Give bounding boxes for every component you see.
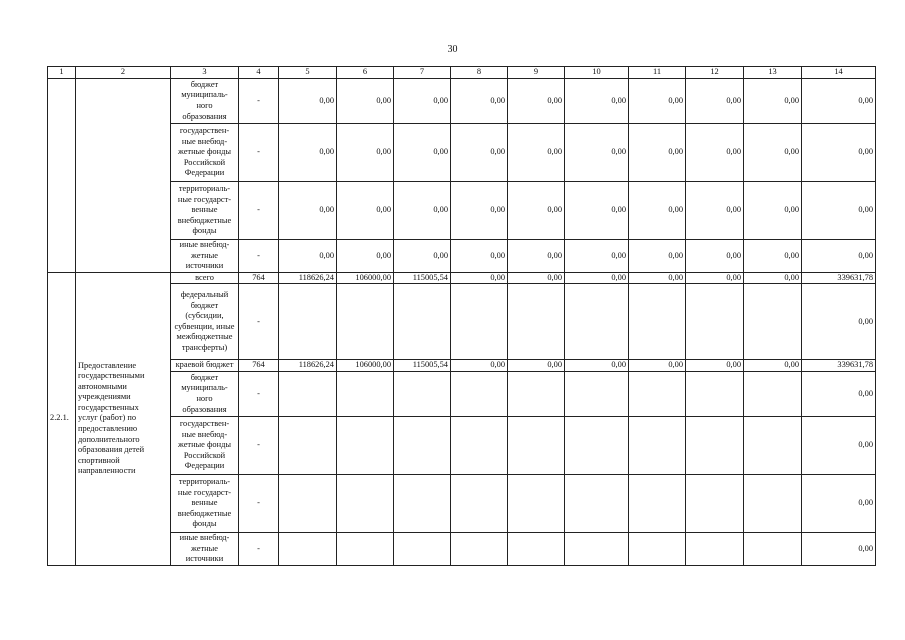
header-cell: 1 xyxy=(48,67,76,79)
header-cell: 3 xyxy=(171,67,239,79)
header-cell: 14 xyxy=(802,67,876,79)
value-cell: 0,00 xyxy=(565,272,629,284)
header-cell: 9 xyxy=(508,67,565,79)
value-cell: 0,00 xyxy=(451,240,508,273)
value-cell xyxy=(451,532,508,565)
table-row xyxy=(48,416,876,474)
header-row xyxy=(48,67,876,79)
value-cell: 0,00 xyxy=(802,284,876,360)
item-title: Предоставление государственными автономными учреждениями государственных услуг (работ) по предоставлению дополнительного образования детей спортивной направленности xyxy=(76,272,171,565)
value-cell xyxy=(508,532,565,565)
code-cell: - xyxy=(239,532,279,565)
value-cell xyxy=(508,284,565,360)
code-cell: - xyxy=(239,124,279,182)
value-cell: 339631,78 xyxy=(802,272,876,284)
value-cell: 0,00 xyxy=(629,182,686,240)
value-cell: 0,00 xyxy=(451,124,508,182)
header-cell: 5 xyxy=(279,67,337,79)
value-cell: 0,00 xyxy=(451,182,508,240)
value-cell xyxy=(565,284,629,360)
value-cell: 0,00 xyxy=(508,182,565,240)
page-number: 30 xyxy=(447,44,458,55)
header-cell: 6 xyxy=(337,67,394,79)
header-cell: 13 xyxy=(744,67,802,79)
value-cell: 0,00 xyxy=(451,79,508,124)
value-cell xyxy=(451,474,508,532)
value-cell xyxy=(565,416,629,474)
value-cell: 0,00 xyxy=(508,240,565,273)
value-cell xyxy=(744,284,802,360)
source-cell: иные внебюд- жетные источники xyxy=(171,532,239,565)
value-cell xyxy=(451,284,508,360)
source-cell: бюджет муниципаль- ного образования xyxy=(171,79,239,124)
value-cell: 0,00 xyxy=(394,79,451,124)
code-cell: - xyxy=(239,371,279,416)
table-row xyxy=(48,371,876,416)
value-cell: 0,00 xyxy=(802,124,876,182)
value-cell xyxy=(279,284,337,360)
header-cell: 10 xyxy=(565,67,629,79)
value-cell: 0,00 xyxy=(508,272,565,284)
value-cell xyxy=(744,416,802,474)
value-cell: 0,00 xyxy=(394,124,451,182)
value-cell xyxy=(686,416,744,474)
value-cell xyxy=(629,532,686,565)
value-cell: 0,00 xyxy=(565,79,629,124)
value-cell: 0,00 xyxy=(802,416,876,474)
value-cell xyxy=(279,532,337,565)
value-cell: 0,00 xyxy=(629,272,686,284)
code-cell xyxy=(48,79,76,273)
header-cell: 8 xyxy=(451,67,508,79)
code-cell: - xyxy=(239,416,279,474)
value-cell xyxy=(629,371,686,416)
source-cell: всего xyxy=(171,272,239,284)
header-cell: 12 xyxy=(686,67,744,79)
value-cell: 339631,78 xyxy=(802,360,876,372)
value-cell: 0,00 xyxy=(744,240,802,273)
value-cell: 0,00 xyxy=(744,79,802,124)
value-cell: 0,00 xyxy=(508,360,565,372)
value-cell: 115005,54 xyxy=(394,272,451,284)
value-cell: 0,00 xyxy=(279,182,337,240)
table-row xyxy=(48,284,876,360)
value-cell: 0,00 xyxy=(802,79,876,124)
source-cell: краевой бюджет xyxy=(171,360,239,372)
table-row xyxy=(48,272,876,284)
value-cell: 0,00 xyxy=(802,371,876,416)
value-cell xyxy=(279,416,337,474)
value-cell: 0,00 xyxy=(802,240,876,273)
header-cell: 2 xyxy=(76,67,171,79)
value-cell: 0,00 xyxy=(744,124,802,182)
value-cell: 0,00 xyxy=(508,124,565,182)
code-cell: - xyxy=(239,284,279,360)
value-cell xyxy=(279,371,337,416)
value-cell: 0,00 xyxy=(451,360,508,372)
header-cell: 11 xyxy=(629,67,686,79)
value-cell: 0,00 xyxy=(451,272,508,284)
value-cell: 0,00 xyxy=(686,272,744,284)
value-cell: 0,00 xyxy=(744,272,802,284)
code-cell: - xyxy=(239,474,279,532)
value-cell xyxy=(629,416,686,474)
source-cell: государствен- ные внебюд- жетные фонды Российской Федерации xyxy=(171,124,239,182)
value-cell xyxy=(394,284,451,360)
value-cell xyxy=(565,371,629,416)
value-cell: 0,00 xyxy=(686,79,744,124)
value-cell: 0,00 xyxy=(802,474,876,532)
value-cell: 0,00 xyxy=(279,240,337,273)
value-cell xyxy=(629,284,686,360)
value-cell: 0,00 xyxy=(508,79,565,124)
value-cell xyxy=(337,371,394,416)
value-cell xyxy=(565,532,629,565)
value-cell: 0,00 xyxy=(802,532,876,565)
value-cell: 0,00 xyxy=(686,240,744,273)
value-cell xyxy=(337,532,394,565)
code-cell: - xyxy=(239,240,279,273)
value-cell xyxy=(279,474,337,532)
table-row xyxy=(48,124,876,182)
source-cell: иные внебюд- жетные источники xyxy=(171,240,239,273)
value-cell xyxy=(337,284,394,360)
value-cell xyxy=(508,416,565,474)
value-cell xyxy=(744,474,802,532)
value-cell: 0,00 xyxy=(686,182,744,240)
value-cell: 0,00 xyxy=(802,182,876,240)
value-cell: 0,00 xyxy=(565,182,629,240)
source-cell: бюджет муниципаль- ного образования xyxy=(171,371,239,416)
value-cell: 106000,00 xyxy=(337,360,394,372)
value-cell: 0,00 xyxy=(565,240,629,273)
source-cell: государствен- ные внебюд- жетные фонды Российской Федерации xyxy=(171,416,239,474)
value-cell: 0,00 xyxy=(337,240,394,273)
value-cell xyxy=(394,532,451,565)
code-cell: - xyxy=(239,79,279,124)
source-cell: территориаль- ные государст- венные внебюджетные фонды xyxy=(171,474,239,532)
header-cell: 4 xyxy=(239,67,279,79)
value-cell: 0,00 xyxy=(629,124,686,182)
code-cell: - xyxy=(239,182,279,240)
value-cell: 0,00 xyxy=(337,182,394,240)
value-cell: 115005,54 xyxy=(394,360,451,372)
value-cell: 0,00 xyxy=(629,240,686,273)
value-cell xyxy=(744,532,802,565)
value-cell xyxy=(451,371,508,416)
value-cell xyxy=(686,474,744,532)
value-cell: 0,00 xyxy=(629,360,686,372)
table-row xyxy=(48,79,876,124)
value-cell xyxy=(508,371,565,416)
value-cell: 0,00 xyxy=(279,79,337,124)
budget-table xyxy=(47,66,876,566)
value-cell xyxy=(337,416,394,474)
value-cell xyxy=(508,474,565,532)
table-row xyxy=(48,360,876,372)
value-cell: 0,00 xyxy=(337,124,394,182)
source-cell: территориаль- ные государст- венные внебюджетные фонды xyxy=(171,182,239,240)
value-cell xyxy=(629,474,686,532)
table-row xyxy=(48,532,876,565)
value-cell xyxy=(394,416,451,474)
header-cell: 7 xyxy=(394,67,451,79)
value-cell xyxy=(394,474,451,532)
table-row xyxy=(48,474,876,532)
value-cell: 0,00 xyxy=(744,360,802,372)
value-cell: 0,00 xyxy=(394,182,451,240)
title-cell xyxy=(76,79,171,273)
value-cell: 0,00 xyxy=(744,182,802,240)
value-cell: 0,00 xyxy=(629,79,686,124)
value-cell: 0,00 xyxy=(337,79,394,124)
value-cell: 118626,24 xyxy=(279,360,337,372)
value-cell xyxy=(394,371,451,416)
code-cell: 764 xyxy=(239,272,279,284)
value-cell: 118626,24 xyxy=(279,272,337,284)
table-row xyxy=(48,240,876,273)
value-cell: 0,00 xyxy=(279,124,337,182)
value-cell xyxy=(686,284,744,360)
value-cell: 0,00 xyxy=(686,360,744,372)
value-cell xyxy=(451,416,508,474)
value-cell xyxy=(686,371,744,416)
value-cell: 0,00 xyxy=(394,240,451,273)
table-row xyxy=(48,182,876,240)
item-code: 2.2.1. xyxy=(48,272,76,565)
value-cell xyxy=(686,532,744,565)
source-cell: федеральный бюджет (субсидии, субвенции, иные межбюджетные трансферты) xyxy=(171,284,239,360)
value-cell: 106000,00 xyxy=(337,272,394,284)
value-cell: 0,00 xyxy=(686,124,744,182)
value-cell: 0,00 xyxy=(565,360,629,372)
value-cell: 0,00 xyxy=(565,124,629,182)
value-cell xyxy=(337,474,394,532)
code-cell: 764 xyxy=(239,360,279,372)
value-cell xyxy=(565,474,629,532)
value-cell xyxy=(744,371,802,416)
